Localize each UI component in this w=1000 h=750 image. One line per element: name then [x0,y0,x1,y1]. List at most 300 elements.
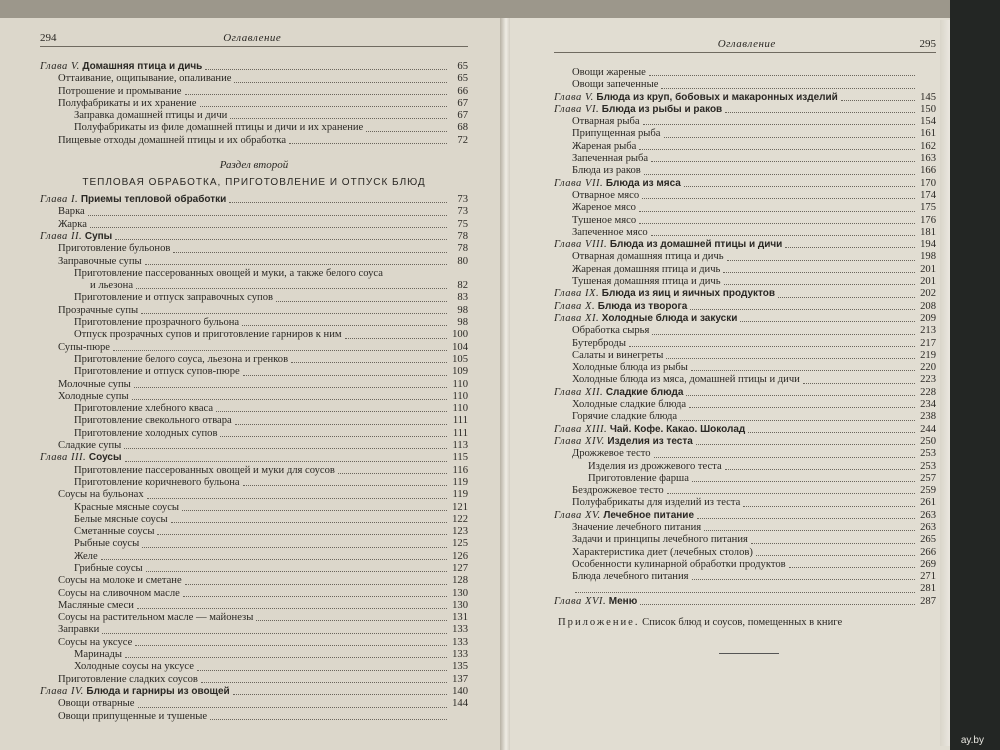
dot-leader [183,596,447,597]
toc-page-number: 116 [452,464,468,476]
toc-entry [40,98,468,110]
toc-entry [40,243,468,255]
toc-page-number: 201 [920,276,936,288]
dot-leader [243,485,447,486]
dot-leader [644,174,915,175]
toc-entry-text: Маринады [74,649,122,661]
toc-entry-text: Отпуск прозрачных супов и приготовление гарниров к ним [74,329,342,341]
toc-page-number: 144 [452,698,468,710]
dot-leader [756,555,915,556]
toc-page-number: 250 [920,435,936,447]
toc-page-number: 161 [920,128,936,140]
toc-entry [554,473,936,485]
toc-entry-text: Приготовление холодных супов [74,427,218,439]
dot-leader [220,436,447,437]
toc-page-number: 98 [457,317,468,329]
toc-entry [554,571,936,583]
toc-page-number: 105 [452,353,468,365]
toc-entry-text: Дрожжевое тесто [572,448,651,460]
toc-page-number: 119 [452,476,468,488]
toc-entry [40,502,468,514]
toc-page-number: 238 [920,411,936,423]
toc-chapter [554,239,936,251]
toc-entry-text: Прозрачные супы [58,304,139,316]
dot-leader [141,313,447,314]
chapter-label: Глава IV. [40,685,84,697]
toc-entry-text: Жарка [58,218,87,230]
toc-entry-text: Запеченное мясо [572,226,648,238]
toc-entry-text [40,686,230,698]
dot-leader [575,592,915,593]
toc-entry [554,362,936,374]
dot-leader [205,69,447,70]
toc-entry [40,489,468,501]
dot-leader [102,633,447,634]
dot-leader [291,362,447,363]
toc-entry-text: Сладкие супы [58,440,122,452]
toc-entry-text: Овощи припущенные и тушеные [58,710,208,722]
toc-entry-text: Холодные сладкие блюда [572,399,687,411]
dot-leader [723,272,915,273]
toc-page-number: 109 [452,366,468,378]
toc-entry-text [554,104,722,116]
chapter-name: Блюда из яиц и яичных продуктов [601,288,776,300]
dot-leader [137,608,447,609]
toc-page-number: 83 [457,292,468,304]
toc-entry-text: Холодные супы [58,390,129,402]
toc-page-number: 66 [457,85,468,97]
toc-page-number: 163 [920,153,936,165]
toc-entry [554,264,936,276]
toc-entry [554,116,936,128]
chapter-label: Глава VIII. [554,239,608,251]
toc-entry-text: Сметанные соусы [74,526,155,538]
toc-page-number: 65 [457,61,468,72]
toc-page-number: 130 [452,599,468,611]
toc-page-number: 122 [452,513,468,525]
background-top [0,0,1000,18]
toc-chapter [554,424,936,436]
toc-page-number: 113 [452,440,468,452]
toc-chapter [554,92,936,104]
toc-page-number: 259 [920,485,936,497]
dot-leader [138,707,448,708]
toc-entry-text [40,194,226,206]
toc-entry-text: Соусы на сливочном масле [58,587,180,599]
toc-page-number: 162 [920,140,936,152]
toc-page-number: 145 [920,91,936,103]
toc-page-number: 67 [457,110,468,122]
dot-leader [785,247,915,248]
toc-entry-text [554,313,737,325]
toc-page-number: 219 [920,349,936,361]
dot-leader [649,75,915,76]
toc-entry [40,305,468,317]
toc-entry-text: Салаты и винегреты [572,349,664,361]
toc-entry [40,477,468,489]
dot-leader [157,534,447,535]
chapter-label: Глава I. [40,194,79,206]
toc-entry [554,128,936,140]
dot-leader [115,239,447,240]
toc-entry-text: Приготовление сладких соусов [58,673,198,685]
toc-entry-text: Приготовление пассерованных овощей и муки для соусов [74,464,335,476]
toc-entry [554,485,936,497]
dot-leader [629,346,915,347]
dot-leader [289,143,447,144]
toc-entry [554,411,936,423]
toc-chapter [40,194,468,206]
toc-page-number: 127 [452,562,468,574]
toc-page-number: 75 [457,218,468,230]
dot-leader [725,469,915,470]
toc-page-number: 223 [920,374,936,386]
toc-page-number: 80 [457,255,468,267]
toc-page-number: 110 [452,403,468,415]
toc-entry [40,256,468,268]
book-cover [950,0,1000,750]
dot-leader [113,350,447,351]
dot-leader [185,94,447,95]
toc-entry [40,698,468,710]
toc-page-number: 198 [920,251,936,263]
toc-page-number: 174 [920,189,936,201]
toc-entry-text [40,231,112,243]
dot-leader [182,510,447,511]
toc-entry-text: Значение лечебного питания [572,521,702,533]
toc-page-number: 110 [452,390,468,402]
dot-leader [135,645,447,646]
toc-entry-text: Холодные блюда из рыбы [572,362,688,374]
toc-entry [40,440,468,452]
toc-page-number: 201 [920,263,936,275]
dot-leader [689,407,915,408]
dot-leader [142,547,447,548]
left-running-head [40,32,468,47]
toc-entry-text: Соусы на молоке и сметане [58,575,182,587]
left-page-number: 294 [40,32,57,44]
toc-entry-text: Рыбные соусы [74,538,140,550]
dot-leader [145,264,447,265]
chapter-label: Глава XII. [554,386,604,398]
toc-page-number: 263 [920,509,936,521]
dot-leader [803,383,915,384]
dot-leader [684,186,915,187]
toc-page-number: 78 [457,230,468,242]
toc-page-number: 65 [457,73,468,85]
toc-entry-text: Отварная домашняя птица и дичь [572,251,724,263]
toc-page-number: 234 [920,399,936,411]
toc-page-number: 244 [920,423,936,435]
dot-leader [234,82,447,83]
dot-leader [841,100,915,101]
toc-entry-text: Приготовление пассерованных овощей и муки, а также белого соуса [74,267,383,279]
toc-page-number: 209 [920,312,936,324]
toc-entry [40,206,468,218]
dot-leader [652,334,915,335]
toc-entry [40,538,468,550]
toc-page-number: 78 [457,243,468,255]
toc-entry [554,350,936,362]
toc-page-number: 111 [452,427,468,439]
toc-entry [40,73,468,85]
dot-leader [229,202,447,203]
toc-entry [554,215,936,227]
toc-entry-text: Приготовление фарша [588,472,689,484]
dot-leader [125,461,448,462]
toc-page-number: 220 [920,362,936,374]
watermark: ay.by [960,735,984,746]
toc-entry [40,122,468,134]
toc-entry-text: Овощи запеченные [572,79,659,91]
toc-entry-text: Белые мясные соусы [74,513,168,525]
chapter-label: Глава X. [554,300,596,312]
toc-page-number: 217 [920,337,936,349]
dot-leader [704,530,915,531]
toc-entry [40,354,468,366]
toc-entry-text: Оттаивание, ощипывание, опаливание [58,73,232,85]
toc-page-number: 170 [920,177,936,189]
toc-block-dishes [554,67,936,608]
dot-leader [661,88,915,89]
toc-entry-text: Заправочные супы [58,255,142,267]
toc-page-number: 121 [452,501,468,513]
toc-chapter [554,387,936,399]
dot-leader [639,223,915,224]
toc-page-number: 128 [452,575,468,587]
toc-page-number: 130 [452,587,468,599]
toc-page-number: 194 [920,239,936,251]
chapter-name: Блюда и гарниры из овощей [86,685,230,697]
dot-leader [146,571,447,572]
toc-entry-text: Холодные блюда из мяса, домашней птицы и дичи [572,374,800,386]
dot-leader [235,424,447,425]
toc-entry-text: Приготовление коричневого бульона [74,476,240,488]
toc-page-number: 131 [452,612,468,624]
toc-entry-text: Характеристика диет (лечебных столов) [572,546,753,558]
toc-entry [40,342,468,354]
dot-leader [751,543,915,544]
dot-leader [664,137,915,138]
dot-leader [642,198,915,199]
chapter-label: Глава V. [554,91,594,103]
toc-entry [40,612,468,624]
chapter-label: Глава XVI. [554,595,607,607]
toc-page-number: 73 [457,206,468,218]
chapter-label: Глава II. [40,230,83,242]
toc-entry-text: Приготовление прозрачного бульона [74,317,240,329]
dot-leader [338,473,447,474]
dot-leader [686,395,915,396]
toc-page-number: 257 [920,472,936,484]
toc-page-number: 126 [452,550,468,562]
toc-entry-text: Потрошение и промывание [58,85,182,97]
dot-leader [651,161,915,162]
toc-page-number: 140 [452,685,468,697]
dot-leader [124,448,447,449]
toc-entry [40,637,468,649]
toc-chapter [554,436,936,448]
end-rule [719,653,779,654]
dot-leader [210,719,447,720]
toc-page-number: 98 [457,304,468,316]
dot-leader [132,399,447,400]
toc-entry [40,563,468,575]
chapter-label: Глава XIII. [554,423,608,435]
toc-entry [554,522,936,534]
toc-page-number: 269 [920,558,936,570]
toc-entry [40,135,468,147]
chapter-label: Глава VI. [554,103,600,115]
dot-leader [171,522,447,523]
toc-entry-text: Полуфабрикаты из филе домашней птицы и дичи и их хранение [74,122,364,134]
toc-entry [554,461,936,473]
right-running-title: Оглавление [717,38,776,50]
toc-entry [40,110,468,122]
toc-entry [40,624,468,636]
dot-leader [692,481,915,482]
toc-entry-text: Бутерброды [572,337,626,349]
toc-entry [40,551,468,563]
toc-entry-text: Овощи жареные [572,67,646,78]
toc-page-number: 253 [920,448,936,460]
chapter-name: Изделия из теста [607,435,693,447]
toc-entry-text: Холодные соусы на уксусе [74,661,194,673]
dot-leader [748,432,915,433]
part-title: ТЕПЛОВАЯ ОБРАБОТКА, ПРИГОТОВЛЕНИЕ И ОТПУСК БЛЮД [82,177,426,189]
toc-entry [554,153,936,165]
dot-leader [724,284,915,285]
toc-entry-text [554,510,694,522]
toc-block-cooking [40,194,468,723]
toc-page-number: 208 [920,300,936,312]
toc-entry-text: Приготовление и отпуск заправочных супов [74,292,274,304]
dot-leader [725,112,915,113]
toc-entry [40,661,468,673]
toc-entry-text: Масляные смеси [58,599,134,611]
dot-leader [740,321,915,322]
right-page-number: 295 [919,38,936,50]
toc-entry-text: Запеченная рыба [572,153,649,165]
chapter-name: Блюда из домашней птицы и дичи [609,239,783,251]
toc-entry-text: Изделия из дрожжевого теста [588,460,722,472]
dot-leader [778,297,915,298]
toc-entry [554,251,936,263]
toc-entry [554,227,936,239]
chapter-name: Блюда из мяса [605,177,681,189]
toc-entry [40,600,468,612]
chapter-label: Глава XV. [554,509,601,521]
toc-entry [554,67,936,79]
toc-page-number: 110 [452,378,468,390]
toc-chapter [554,178,936,190]
toc-entry-text: Заправка домашней птицы и дичи [74,110,228,122]
toc-page-number: 271 [920,571,936,583]
toc-entry-text: Тушеная домашняя птица и дичь [572,276,721,288]
toc-entry-text [554,178,681,190]
toc-entry [40,280,468,292]
toc-entry-text: Грибные соусы [74,562,143,574]
dot-leader [147,498,447,499]
dot-leader [88,215,447,216]
toc-page-number: 166 [920,165,936,177]
toc-entry [554,448,936,460]
toc-chapter [40,231,468,243]
right-page [510,18,950,750]
toc-entry-text: Особенности кулинарной обработки продуктов [572,558,786,570]
toc-page-number: 104 [452,341,468,353]
toc-page-number: 125 [452,538,468,550]
toc-entry-text: Супы-пюре [58,341,110,353]
toc-page-number: 228 [920,386,936,398]
dot-leader [643,124,915,125]
chapter-name: Соусы [88,452,122,464]
chapter-name: Меню [608,595,638,607]
toc-entry-text: Приготовление белого соуса, льезона и гренков [74,353,289,365]
toc-chapter [554,301,936,313]
toc-entry [40,329,468,341]
left-page [0,18,502,750]
dot-leader [743,506,915,507]
dot-leader [666,358,915,359]
toc-entry [554,276,936,288]
toc-page-number: 266 [920,546,936,558]
dot-leader [233,694,447,695]
toc-page-number: 213 [920,325,936,337]
dot-leader [136,288,447,289]
chapter-name: Сладкие блюда [605,386,684,398]
toc-entry [40,514,468,526]
toc-entry [554,165,936,177]
dot-leader [185,584,447,585]
toc-entry-text: Красные мясные соусы [74,501,180,513]
toc-entry [40,674,468,686]
dot-leader [90,227,447,228]
toc-entry-text: Соусы на растительном масле — майонезы [58,612,254,624]
toc-page-number: 281 [920,583,936,595]
toc-entry [40,86,468,98]
toc-page-number: 133 [452,649,468,661]
toc-entry [40,391,468,403]
toc-page-number: 175 [920,202,936,214]
toc-page-number: 123 [452,526,468,538]
appendix-label: Приложение. [558,617,640,629]
toc-page-number: 263 [920,521,936,533]
toc-chapter [40,452,468,464]
toc-entry-text: Пищевые отходы домашней птицы и их обработка [58,134,287,146]
chapter-name: Блюда из круп, бобовых и макаронных изделий [596,91,838,103]
toc-entry [40,575,468,587]
toc-entry [40,415,468,427]
toc-entry-text [554,301,687,313]
dot-leader [173,252,447,253]
toc-chapter [554,510,936,522]
dot-leader [125,657,447,658]
dot-leader [639,211,915,212]
dot-leader [197,670,447,671]
toc-page-number: 111 [452,415,468,427]
toc-entry-text: Приготовление хлебного кваса [74,403,214,415]
appendix-entry [554,616,936,629]
toc-entry-text: Желе [74,550,98,562]
chapter-name: Блюда из рыбы и раков [601,103,723,115]
toc-page-number: 150 [920,103,936,115]
toc-entry-text: Соусы на уксусе [58,636,133,648]
toc-chapter [40,686,468,698]
toc-entry [40,649,468,661]
toc-entry [554,534,936,546]
toc-entry [40,317,468,329]
